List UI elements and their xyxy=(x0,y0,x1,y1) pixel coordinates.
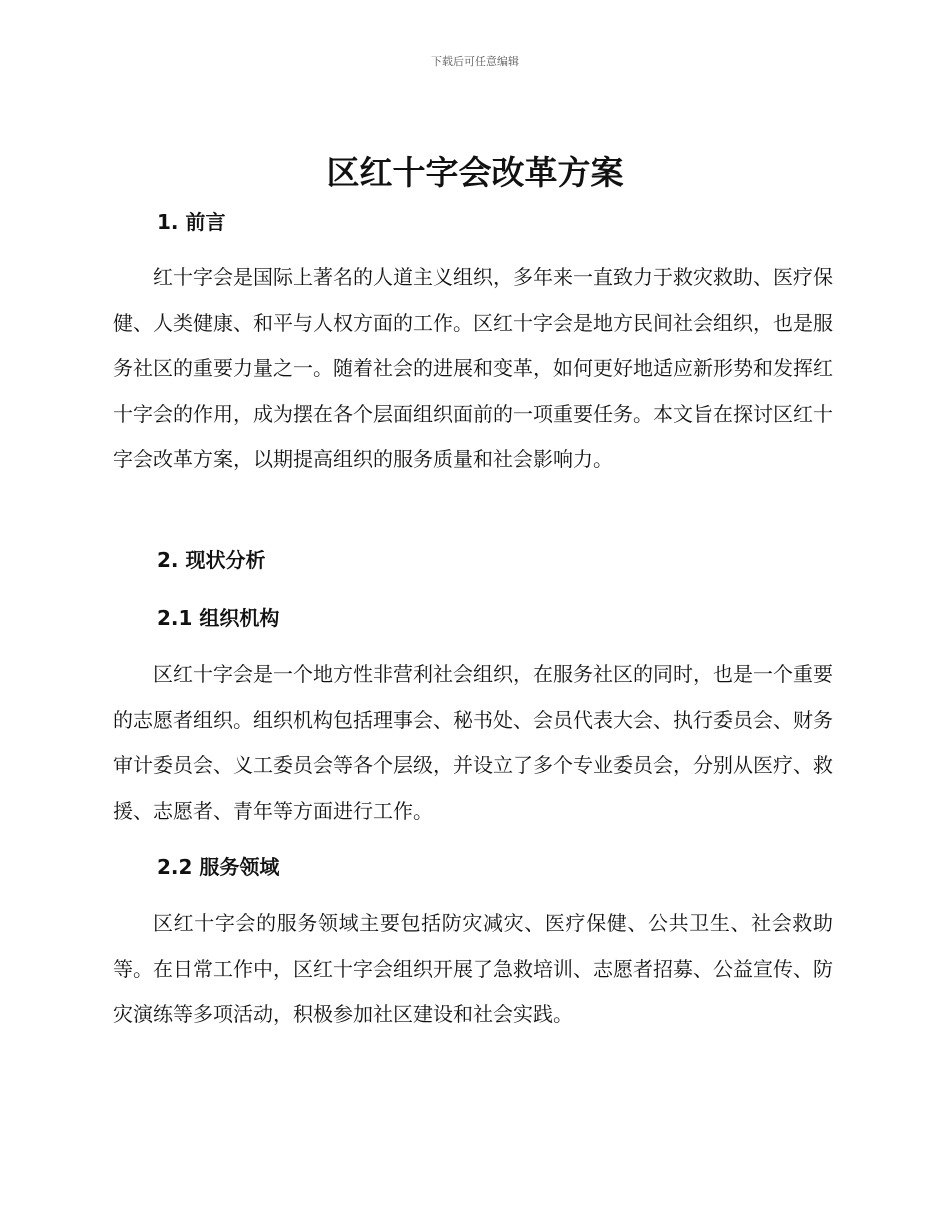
section-body-introduction: 红十字会是国际上著名的人道主义组织，多年来一直致力于救灾救助、医疗保健、人类健康、和平与人权方面的工作。区红十字会是地方民间社会组织，也是服务社区的重要力量之一。随着社会的进展和变革，如何更好地适应新形势和发挥红十字会的作用，成为摆在各个层面组织面前的一项重要任务。本文旨在探讨区红十字会改革方案，以期提高组织的服务质量和社会影响力。 xyxy=(113,265,833,471)
header-note: 下载后可任意编辑 xyxy=(431,55,519,68)
section-body-organization: 区红十字会是一个地方性非营利社会组织，在服务社区的同时，也是一个重要的志愿者组织。组织机构包括理事会、秘书处、会员代表大会、执行委员会、财务审计委员会、义工委员会等各个层级，并设立了多个专业委员会，分别从医疗、救援、志愿者、青年等方面进行工作。 xyxy=(113,662,833,823)
section-heading-organization: 2.1 组织机构 xyxy=(157,606,280,630)
section-heading-introduction: 1. 前言 xyxy=(157,210,226,234)
section-body-service-areas: 区红十字会的服务领域主要包括防灾减灾、医疗保健、公共卫生、社会救助等。在日常工作中，区红十字会组织开展了急救培训、志愿者招募、公益宣传、防灾演练等多项活动，积极参加社区建设和社会实践。 xyxy=(113,911,833,1026)
section-heading-status-analysis: 2. 现状分析 xyxy=(157,548,266,572)
document-title: 区红十字会改革方案 xyxy=(326,153,624,192)
section-heading-service-areas: 2.2 服务领域 xyxy=(157,855,280,879)
